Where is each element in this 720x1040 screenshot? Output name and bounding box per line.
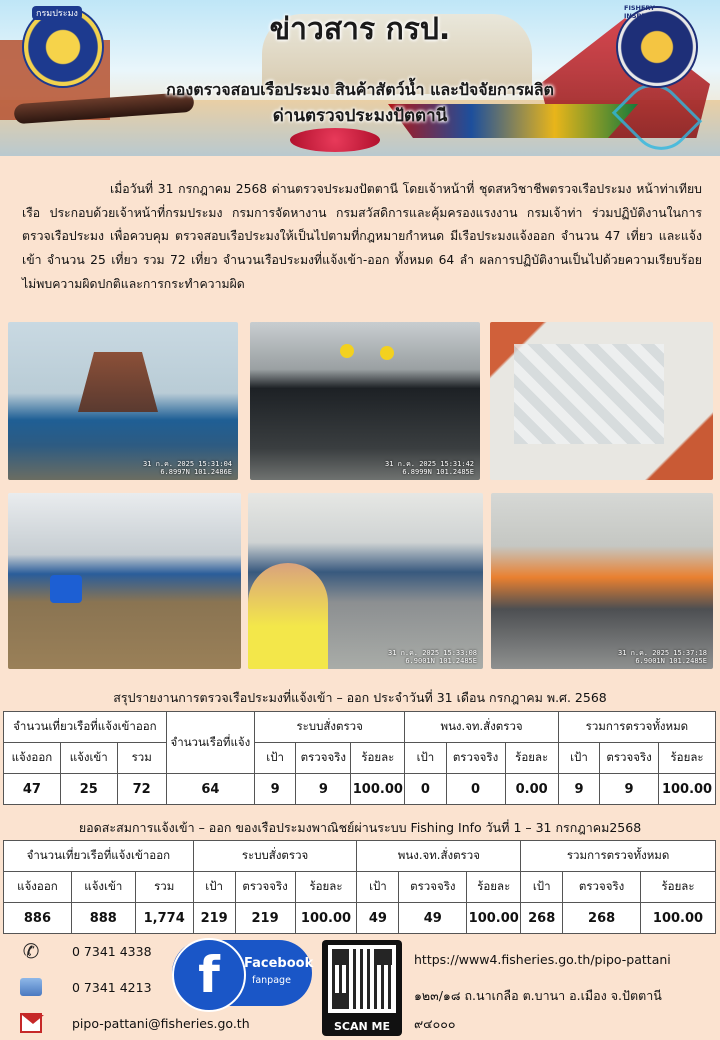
value-pnjt-actual: 0 [446,774,505,805]
value-pnjt-actual: 49 [399,903,467,934]
newsletter-title: ข่าวสาร กรป. [269,12,451,47]
header-pnjt: พนง.จท.สั่งตรวจ [357,841,521,872]
banner-flower-image [290,128,380,152]
address-line-1: ๑๒๓/๑๘ ถ.นาเกลือ ต.บานา อ.เมือง จ.ปัตตานี [414,988,662,1003]
header-trips: จำนวนเที่ยวเรือที่แจ้งเข้าออก [4,712,167,743]
photo-crew-check [248,493,483,669]
value-system-percent: 100.00 [351,774,405,805]
value-total-target: 268 [521,903,563,934]
header-target: เป้า [357,872,399,903]
website-url[interactable]: https://www4.fisheries.go.th/pipo-pattani [414,952,671,967]
header-actual: ตรวจจริง [235,872,295,903]
daily-summary-title: สรุปรายงานการตรวจเรือประมงที่แจ้งเข้า – ออก ประจำวันที่ 31 เดือน กรกฎาคม พ.ศ. 2568 [113,690,607,705]
fax-number[interactable]: 0 7341 4213 [72,979,152,995]
photo-timestamp: 31 ก.ค. 2025 15:31:42 6.8999N 101.2485E [385,460,474,476]
header-target: เป้า [558,743,599,774]
value-out: 886 [4,903,72,934]
logo-right-caption: FISHERY INSPECTION [624,4,669,20]
header-system: ระบบสั่งตรวจ [193,841,357,872]
header-in: แจ้งเข้า [71,872,135,903]
value-system-percent: 100.00 [295,903,357,934]
qr-code-image [328,945,396,1013]
news-paragraph-text: เมื่อวันที่ 31 กรกฎาคม 2568 ด่านตรวจประมงปัตตานี โดยเจ้าหน้าที่ ชุดสหวิชาชีพตรวจเรือประมง หน้าท่าเทียบเรือ ประกอบด้วยเจ้าหน้าที่กรมประมง กรมการจัดหางาน กรมสวัสดิการและคุ้มครองแรงงาน กรมเจ้าท่า ร่วมปฏิบัติงานในการตรวจเรือประมง เพื่อควบคุม ตรวจสอบเรือประมงให้เป็นไปตามที่กฎหมายกำหนด มีเรือประมงแจ้งออก จำนวน 47 เที่ยว และแจ้งเข้า จำนวน 25 เที่ยว รวม 72 เที่ยว จำนวนเรือประมงที่แจ้งเข้า-ออก ทั้งหมด 64 ลำ ผลการปฏิบัติงานเป็นไปด้วยความเรียบร้อย ไม่พบความผิดปกติและการกระทำความผิด [22,182,702,291]
photo-fishing-net [250,322,480,480]
header-percent: ร้อยละ [351,743,405,774]
header-actual: ตรวจจริง [446,743,505,774]
checkpoint-name: ด่านตรวจประมงปัตตานี [272,106,448,126]
contact-phone[interactable] [20,940,152,962]
header-system: ระบบสั่งตรวจ [255,712,405,743]
header-pnjt: พนง.จท.สั่งตรวจ [405,712,559,743]
value-sum: 1,774 [135,903,193,934]
contact-email[interactable] [20,1012,250,1034]
news-paragraph [22,178,702,297]
header-total: รวมการตรวจทั้งหมด [521,841,716,872]
value-system-target: 219 [193,903,235,934]
value-system-actual: 219 [235,903,295,934]
facebook-icon: f [172,938,246,1012]
header-in: แจ้งเข้า [60,743,117,774]
header-percent: ร้อยละ [467,872,521,903]
value-sum: 72 [117,774,166,805]
header-out: แจ้งออก [4,872,72,903]
value-system-target: 9 [255,774,296,805]
header-sum: รวม [117,743,166,774]
facebook-fanpage-badge[interactable] [172,940,312,1006]
email-address[interactable]: pipo-pattani@fisheries.go.th [72,1015,250,1031]
header-target: เป้า [193,872,235,903]
facebook-sublabel: fanpage [252,975,291,986]
header-actual: ตรวจจริง [563,872,641,903]
qr-code[interactable] [322,940,402,1036]
fax-icon [20,976,42,998]
header-target: เป้า [521,872,563,903]
header-sum: รวม [135,872,193,903]
division-name: กองตรวจสอบเรือประมง สินค้าสัตว์น้ำ และปัจจัยการผลิต [166,80,554,99]
cumulative-summary-title: ยอดสะสมการแจ้งเข้า – ออก ของเรือประมงพาณิชย์ผ่านระบบ Fishing Info วันที่ 1 – 31 กรกฎาคม2568 [78,820,642,835]
value-pnjt-target: 0 [405,774,446,805]
value-total-percent: 100.00 [641,903,716,934]
header-trips: จำนวนเที่ยวเรือที่แจ้งเข้าออก [4,841,194,872]
header-actual: ตรวจจริง [296,743,351,774]
header-target: เป้า [255,743,296,774]
value-pnjt-percent: 0.00 [505,774,558,805]
value-in: 888 [71,903,135,934]
email-icon [20,1012,42,1034]
header-target: เป้า [405,743,446,774]
header-percent: ร้อยละ [295,872,357,903]
header-actual: ตรวจจริง [399,872,467,903]
logo-left-caption: กรมประมง [32,6,82,20]
value-boats: 64 [166,774,254,805]
photo-catch-hold [490,322,713,480]
header-percent: ร้อยละ [641,872,716,903]
value-total-actual: 268 [563,903,641,934]
header-percent: ร้อยละ [659,743,716,774]
phone-icon: ✆ [22,939,40,963]
contact-fax[interactable] [20,976,152,998]
header-actual: ตรวจจริง [600,743,659,774]
value-out: 47 [4,774,61,805]
value-pnjt-percent: 100.00 [467,903,521,934]
value-system-actual: 9 [296,774,351,805]
header-total: รวมการตรวจทั้งหมด [558,712,715,743]
phone-number[interactable]: 0 7341 4338 [72,943,152,959]
photo-inspection-desk [8,493,241,669]
photo-timestamp: 31 ก.ค. 2025 15:31:04 6.8997N 101.2486E [143,460,232,476]
address-line-2: ๙๔๐๐๐ [414,1016,456,1031]
header-percent: ร้อยละ [505,743,558,774]
value-total-target: 9 [558,774,599,805]
qr-scan-label: SCAN ME [333,1020,390,1033]
photo-fishing-boat [8,322,238,480]
value-in: 25 [60,774,117,805]
header-boats: จำนวนเรือที่แจ้ง [166,712,254,774]
photo-timestamp: 31 ก.ค. 2025 15:33:08 6.9001N 101.2485E [388,649,477,665]
cumulative-summary-table [3,840,716,934]
header-out: แจ้งออก [4,743,61,774]
photo-crew-lineup [491,493,713,669]
value-total-percent: 100.00 [659,774,716,805]
facebook-label: Facebook [244,956,314,971]
daily-summary-table [3,711,716,805]
photo-timestamp: 31 ก.ค. 2025 15:37:18 6.9001N 101.2485E [618,649,707,665]
header-banner [0,0,720,156]
value-pnjt-target: 49 [357,903,399,934]
value-total-actual: 9 [600,774,659,805]
